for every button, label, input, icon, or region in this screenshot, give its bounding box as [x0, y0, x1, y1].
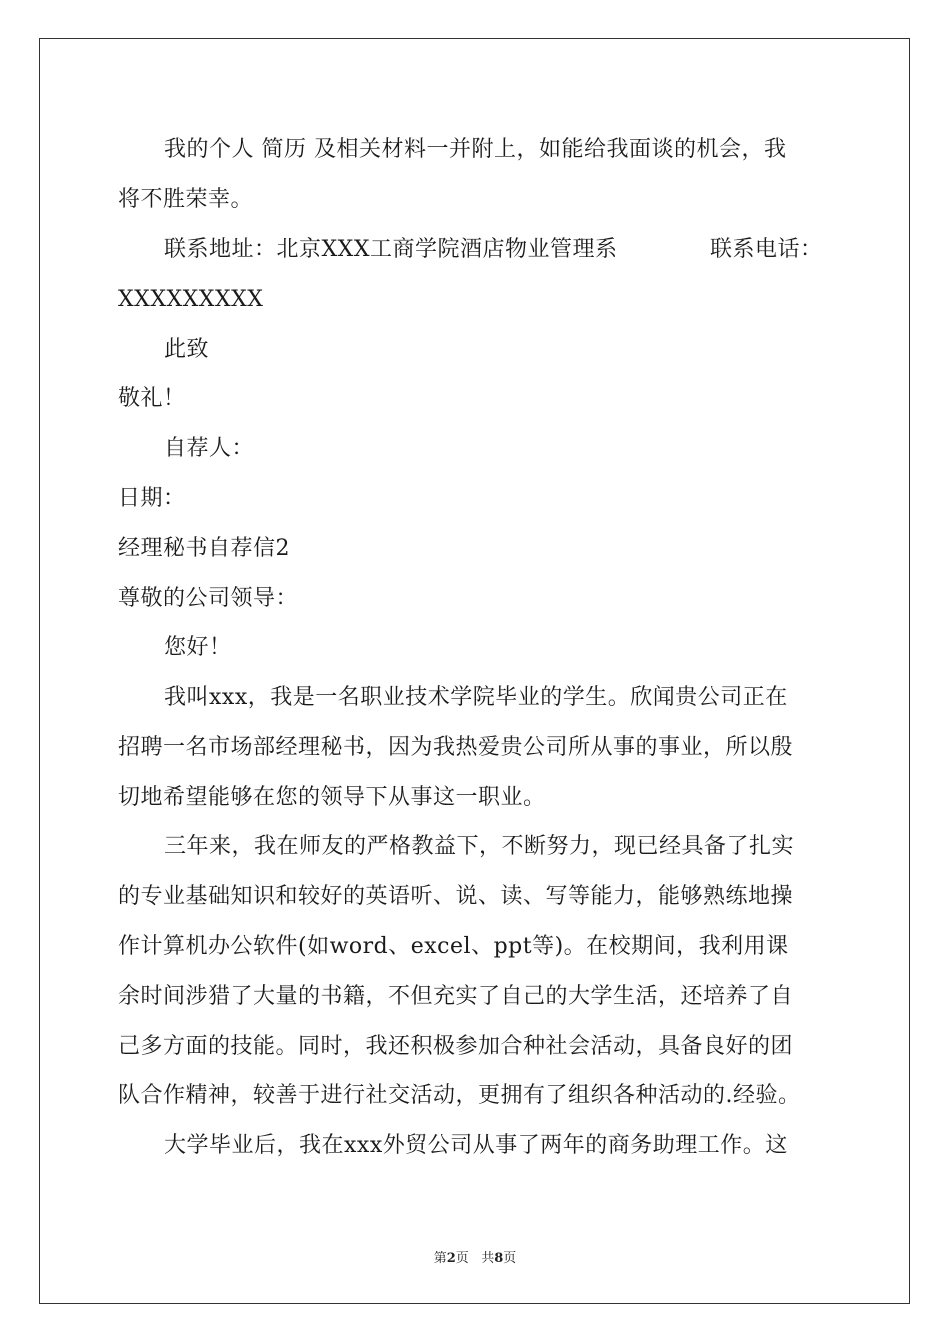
text-line-contact-phone: XXXXXXXXX — [118, 287, 264, 312]
text-line: 切地希望能够在您的领导下从事这一职业。 — [118, 785, 546, 810]
footer-total-prefix: 共 — [481, 1251, 495, 1266]
page-footer — [0, 1247, 950, 1266]
footer-page-suffix: 页 — [455, 1251, 469, 1266]
text-line: 我叫xxx，我是一名职业技术学院毕业的学生。欣闻贵公司正在 — [164, 685, 788, 710]
text-line: 三年来，我在师友的严格教益下，不断努力，现已经具备了扎实 — [164, 834, 795, 859]
text-line: 我的个人 简历 及相关材料一并附上，如能给我面谈的机会，我 — [164, 137, 787, 162]
footer-page-number: 2 — [446, 1251, 456, 1266]
footer-prefix: 第 — [433, 1251, 447, 1266]
text-line-contact-phone-label: 联系电话： — [710, 237, 823, 262]
footer-total-pages: 8 — [494, 1251, 504, 1266]
text-line: 的专业基础知识和较好的英语听、说、读、写等能力，能够熟练地操 — [118, 884, 794, 909]
text-line: 作计算机办公软件(如word、excel、ppt等)。在校期间，我利用课 — [118, 934, 789, 959]
text-line-greeting: 您好！ — [164, 635, 232, 660]
text-line: 队合作精神，较善于进行社交活动，更拥有了组织各种活动的.经验。 — [118, 1083, 801, 1108]
text-line-salutation: 敬礼！ — [118, 386, 186, 411]
text-line: 招聘一名市场部经理秘书，因为我热爱贵公司所从事的事业，所以殷 — [118, 735, 794, 760]
section-title: 经理秘书自荐信2 — [118, 536, 290, 561]
text-line: 余时间涉猎了大量的书籍，不但充实了自己的大学生活，还培养了自 — [118, 984, 794, 1009]
text-line-date: 日期： — [118, 486, 186, 511]
footer-total-suffix: 页 — [503, 1251, 517, 1266]
text-line-contact-address: 联系地址：北京XXX工商学院酒店物业管理系 — [164, 237, 618, 262]
text-line-greeting-recipient: 尊敬的公司领导： — [118, 586, 299, 611]
text-line: 将不胜荣幸。 — [118, 187, 254, 212]
text-line-signer: 自荐人： — [164, 436, 255, 461]
text-line: 己多方面的技能。同时，我还积极参加合种社会活动，具备良好的团 — [118, 1034, 794, 1059]
text-line: 大学毕业后，我在xxx外贸公司从事了两年的商务助理工作。这 — [164, 1133, 788, 1158]
page-border — [39, 38, 910, 1304]
text-line-closing: 此致 — [164, 337, 210, 362]
